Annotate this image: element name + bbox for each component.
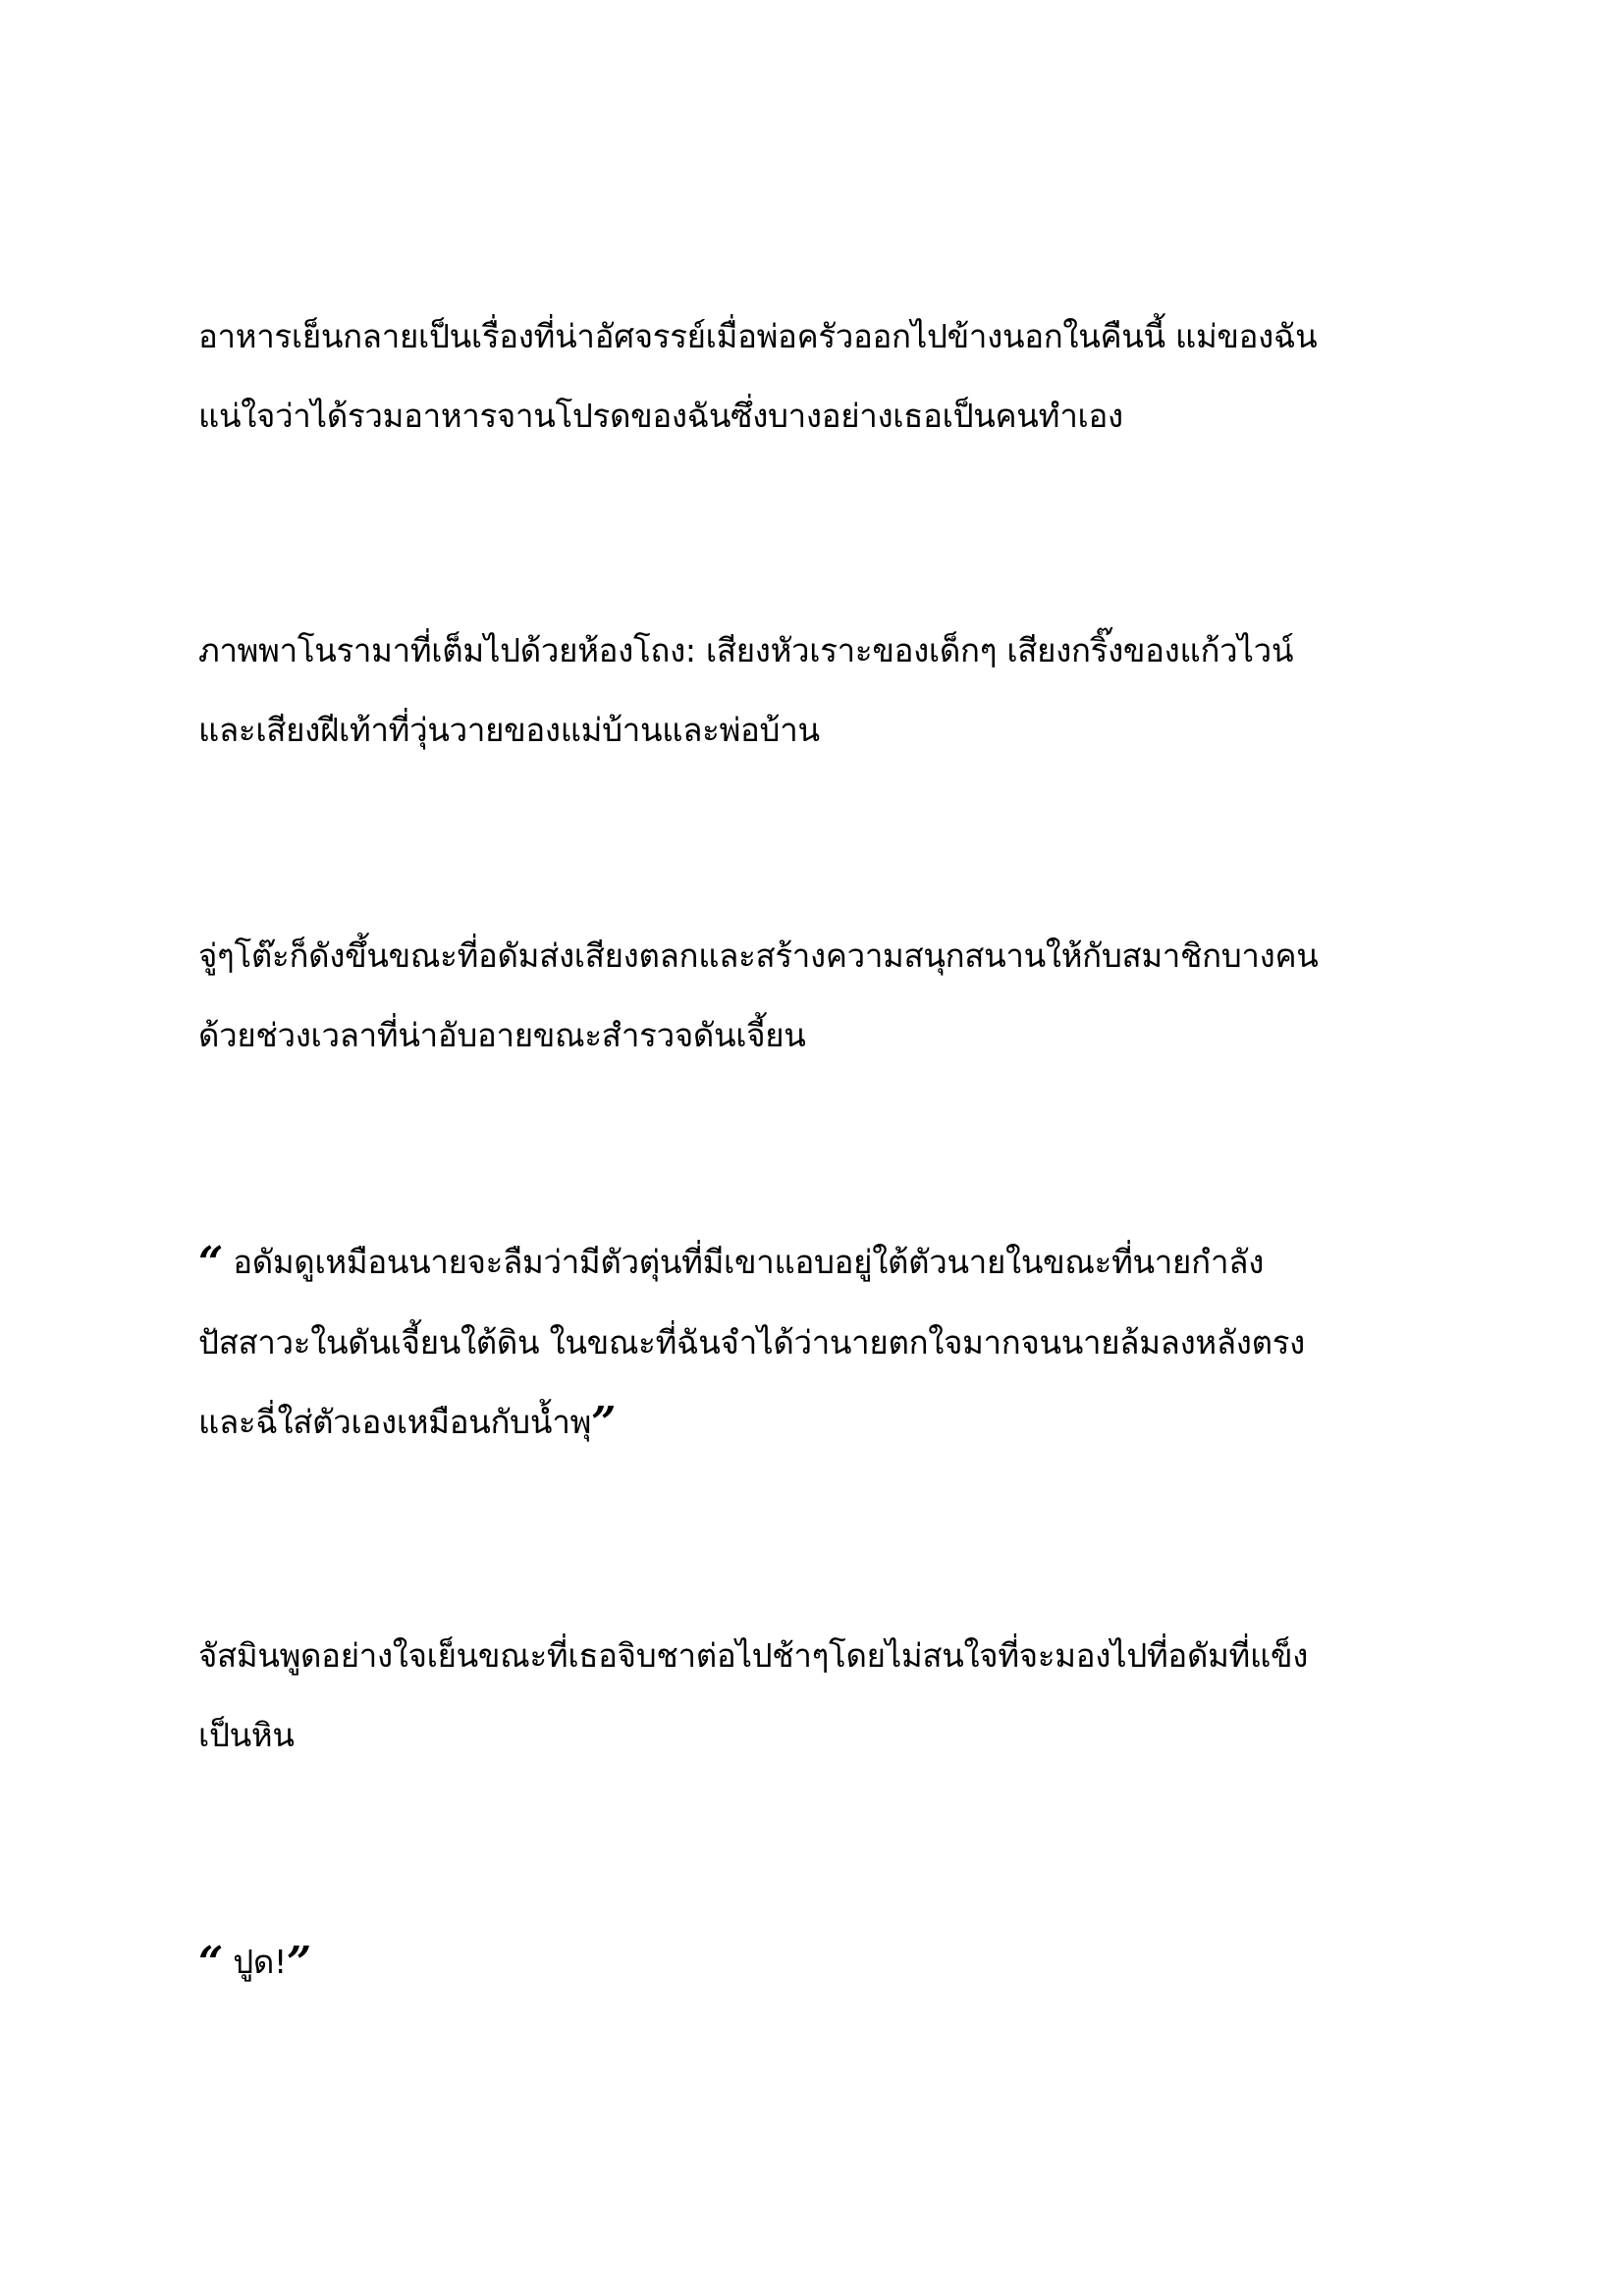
paragraph-table-laughter: [198, 916, 1465, 1075]
paragraph-quote-pud: [198, 1922, 1465, 2002]
text-line: ปัสสาวะในดันเจี้ยนใต้ดิน ในขณะที่ฉันจำได้ว่านายตกใจมากจนนายล้มลงหลังตรง: [198, 1323, 1305, 1362]
text-line: ปูด!: [223, 1943, 287, 1981]
text-line: ภาพพาโนรามาที่เต็มไปด้วยห้องโถง: เสียงหัวเราะของเด็กๆ เสียงกริ๊งของแก้วไวน์: [198, 631, 1294, 669]
text-line: ด้วยช่วงเวลาที่น่าอับอายขณะสำรวจดันเจี้ยน: [198, 1016, 806, 1054]
text-line: จัสมินพูดอย่างใจเย็นขณะที่เธอจิบชาต่อไปช้าๆโดยไม่สนใจที่จะมองไปที่อดัมที่แข็ง: [198, 1636, 1309, 1675]
paragraph-hall-panorama: [198, 611, 1465, 770]
close-quote-mark: ”: [591, 1398, 617, 1448]
text-line: อาหารเย็นกลายเป็นเรื่องที่น่าอัศจรรย์เมื่อพ่อครัวออกไปข้างนอกในคืนนี้ แม่ของฉัน: [198, 317, 1318, 355]
paragraph-dinner: [198, 296, 1465, 455]
open-quote-mark: “: [198, 1938, 224, 1988]
text-line: เป็นหิน: [198, 1716, 295, 1754]
paragraph-quote-adam: [198, 1222, 1465, 1463]
close-quote-mark: ”: [286, 1938, 311, 1988]
text-line: อดัมดูเหมือนนายจะลืมว่ามีตัวตุ่นที่มีเขาแอบอยู่ใต้ตัวนายในขณะที่นายกำลัง: [223, 1243, 1265, 1281]
text-line: แน่ใจว่าได้รวมอาหารจานโปรดของฉันซึ่งบางอย่างเธอเป็นคนทำเอง: [198, 397, 1123, 435]
text-line: และเสียงฝีเท้าที่วุ่นวายของแม่บ้านและพ่อบ้าน: [198, 711, 820, 749]
paragraph-jasmine: [198, 1616, 1465, 1775]
text-line: และฉี่ใส่ตัวเองเหมือนกับน้ำพุ: [198, 1403, 592, 1441]
open-quote-mark: “: [198, 1238, 224, 1288]
text-line: จู่ๆโต๊ะก็ดังขึ้นขณะที่อดัมส่งเสียงตลกและสร้างความสนุกสนานให้กับสมาชิกบางคน: [198, 936, 1319, 975]
